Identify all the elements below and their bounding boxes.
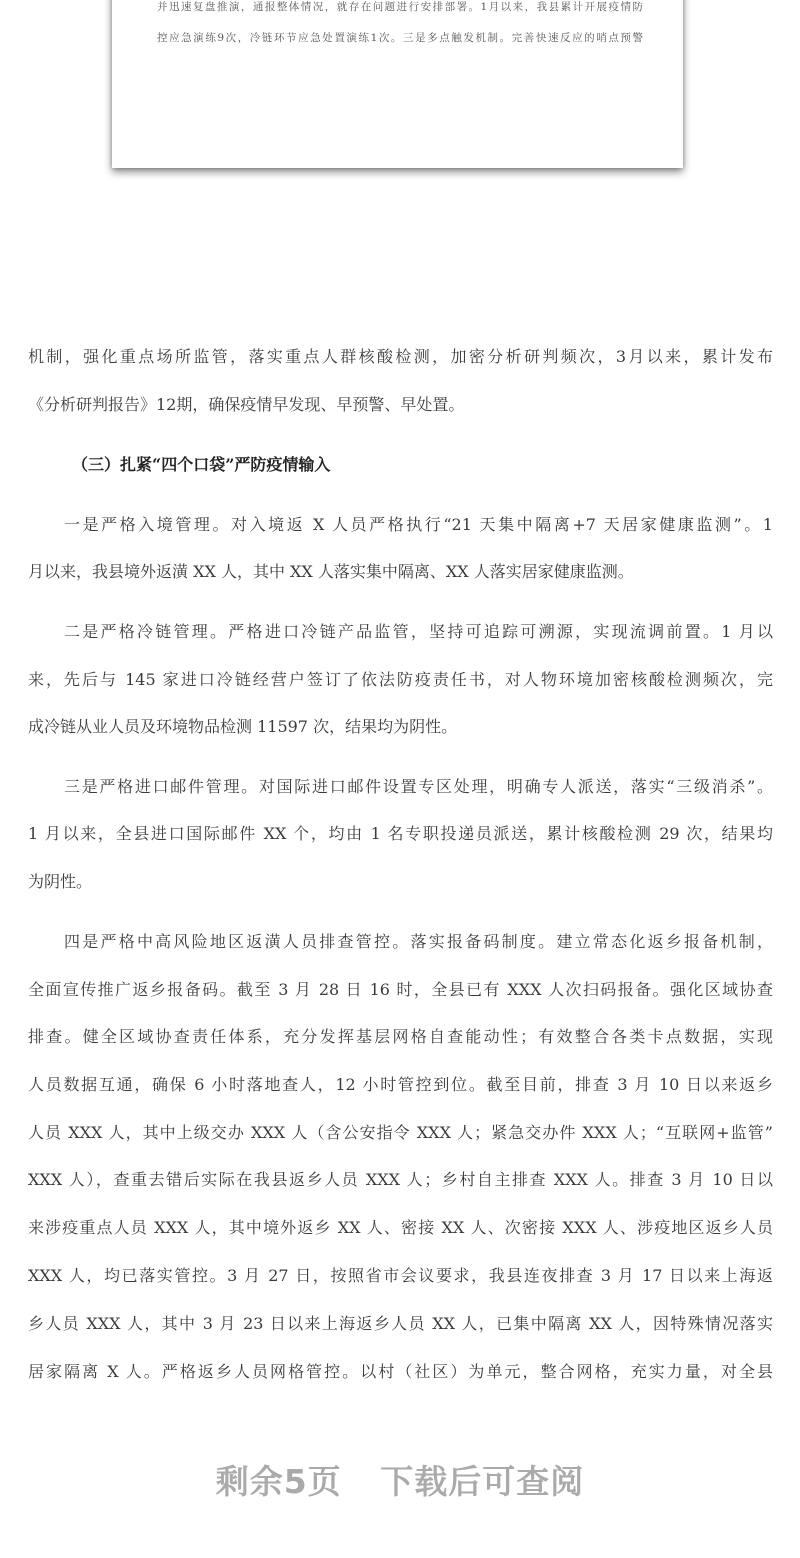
text-line: 乡人员 XXX 人，其中 3 月 23 日以来上海返乡人员 XX 人，已集中隔离 XX 人，因特殊情况落实 (28, 1314, 773, 1333)
text-line: 四是严格中高风险地区返潢人员排查管控。落实报备码制度。建立常态化返乡报备机制， (64, 932, 773, 951)
text-line: 月以来，我县境外返潢 XX 人，其中 XX 人落实集中隔离、XX 人落实居家健康监测。 (28, 562, 634, 581)
text-line: 为阴性。 (28, 872, 93, 891)
text-line: 二是严格冷链管理。严格进口冷链产品监管，坚持可追踪可溯源，实现流调前置。1 月以 (64, 622, 773, 641)
text-line: XXX 人，均已落实管控。3 月 27 日，按照省市会议要求，我县连夜排查 3 月 17 日以来上海返 (28, 1266, 773, 1285)
text-line: 1 月以来，全县进口国际邮件 XX 个，均由 1 名专职投递员派送，累计核酸检测 29 次，结果均 (28, 824, 773, 843)
remaining-pages-download-prompt[interactable]: 剩余5页 下载后可查阅 (215, 1462, 585, 1501)
text-line: 成冷链从业人员及环境物品检测 11597 次，结果均为阴性。 (28, 717, 458, 736)
text-line: 机制，强化重点场所监管，落实重点人群核酸检测，加密分析研判频次，3月以来，累计发布 (28, 347, 773, 366)
text-line: 居家隔离 X 人。严格返乡人员网格管控。以村（社区）为单元，整合网格，充实力量，对全县 (28, 1362, 773, 1381)
text-line: 《分析研判报告》12期，确保疫情早发现、早预警、早处置。 (28, 395, 465, 414)
text-line: 全面宣传推广返乡报备码。截至 3 月 28 日 16 时，全县已有 XXX 人次扫码报备。强化区域协查 (28, 980, 773, 999)
section-heading: （三）扎紧“四个口袋”严防疫情输入 (72, 455, 331, 474)
text-line: 三是严格进口邮件管理。对国际进口邮件设置专区处理，明确专人派送，落实“三级消杀”。 (64, 777, 773, 796)
text-line: 一是严格入境管理。对入境返 X 人员严格执行“21 天集中隔离+7 天居家健康监测”。1 (64, 515, 773, 534)
text-line: 来涉疫重点人员 XXX 人，其中境外返乡 XX 人、密接 XX 人、次密接 XXX 人、涉疫地区返乡人员 (28, 1218, 773, 1237)
text-line: 来，先后与 145 家进口冷链经营户签订了依法防疫责任书，对人物环境加密核酸检测频次，完 (28, 670, 773, 689)
card-line: 控应急演练9次，冷链环节应急处置演练1次。三是多点触发机制。完善快速反应的哨点预警 (157, 32, 643, 44)
card-line: 并迅速复盘推演，通报整体情况，就存在问题进行安排部署。1月以来，我县累计开展疫情防 (157, 1, 643, 13)
text-line: 排查。健全区域协查责任体系，充分发挥基层网格自查能动性；有效整合各类卡点数据，实现 (28, 1027, 773, 1046)
text-line: 人员数据互通，确保 6 小时落地查人，12 小时管控到位。截至目前，排查 3 月 10 日以来返乡 (28, 1075, 773, 1094)
previous-page-card (112, 0, 683, 168)
text-line: XXX 人），查重去错后实际在我县返乡人员 XXX 人；乡村自主排查 XXX 人。排查 3 月 10 日以 (28, 1170, 773, 1189)
text-line: 人员 XXX 人，其中上级交办 XXX 人（含公安指令 XXX 人；紧急交办件 XXX 人；“互联网+监管” (28, 1123, 773, 1142)
